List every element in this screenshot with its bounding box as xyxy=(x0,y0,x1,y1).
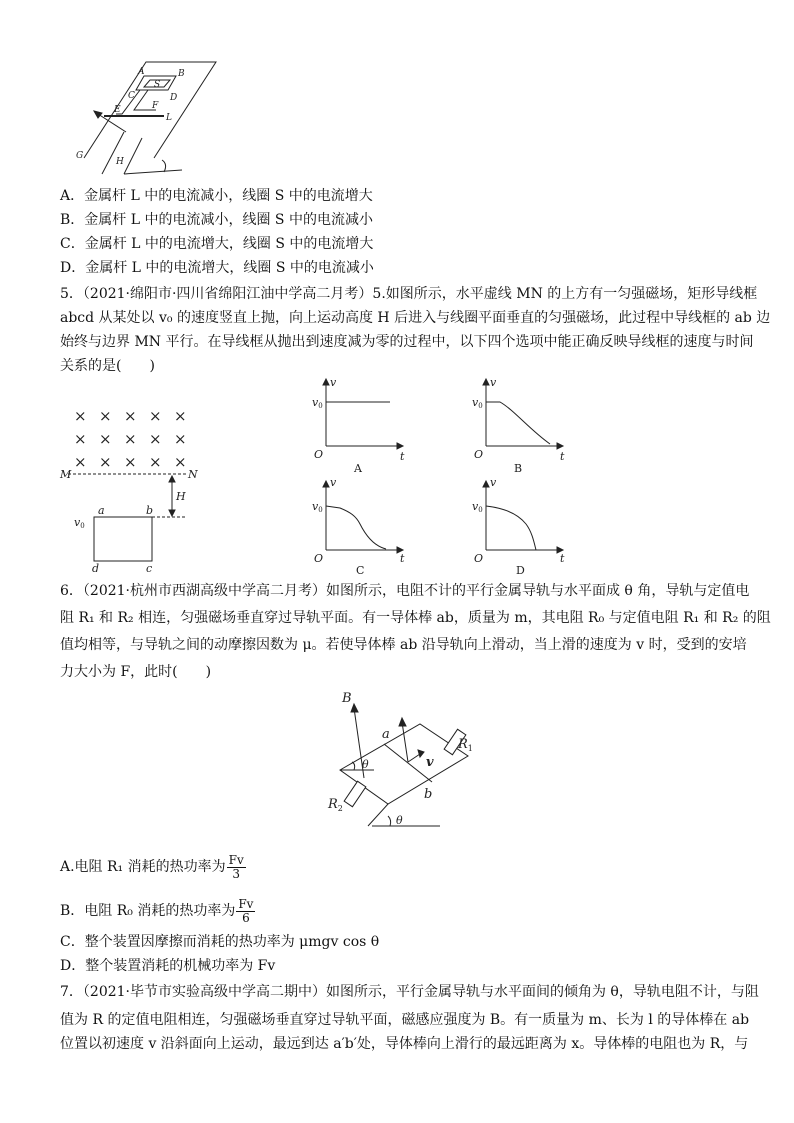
q5-stem-line-2: abcd 从某处以 v₀ 的速度竖直上抛，向上运动高度 H 后进入与线圈平面垂直的匀强磁场，此过程中导线框的 ab 边 xyxy=(60,310,771,326)
q5-graph-a-letter[interactable]: A xyxy=(354,462,362,475)
q7-line-3: 位置以初速度 v 沿斜面向上运动，最远到达 a′b′处，导体棒向上滑行的最远距离为 x。导体棒的电阻也为 R，与 xyxy=(60,1036,749,1052)
q4-option-d[interactable]: D．金属杆 L 中的电流增大，线圈 S 中的电流减小 xyxy=(60,260,374,276)
q5-height-arrow-top xyxy=(169,476,175,482)
q4-option-b[interactable]: B．金属杆 L 中的电流减小，线圈 S 中的电流减小 xyxy=(60,212,373,228)
q6-option-a-den: 3 xyxy=(232,866,240,881)
q5-label-b: b xyxy=(146,504,154,517)
q5-setup-figure xyxy=(56,402,206,575)
q4-rail-g xyxy=(102,132,124,174)
q5-graph-a-label-t: t xyxy=(400,450,405,463)
q5-stem-line-1: 5．（2021·绵阳市·四川省绵阳江油中学高二月考）5.如图所示，水平虚线 MN 的上方有一匀强磁场，矩形导线框 xyxy=(60,286,758,302)
q5-graph-b xyxy=(470,376,570,476)
q5-graph-b-v-arrow xyxy=(483,379,489,385)
q6-option-b-text: B．电阻 R₀ 消耗的热功率为 xyxy=(60,903,236,919)
q5-cross: × xyxy=(99,430,112,448)
q5-label-n: N xyxy=(188,468,198,481)
q6-angle-arc-bottom xyxy=(388,816,391,826)
q5-graph-d-label-v: v xyxy=(490,476,497,489)
q4-label-a: A xyxy=(138,67,145,77)
q5-graph-c-v0: v0 xyxy=(312,500,323,514)
q5-graph-c-origin: O xyxy=(314,552,324,565)
q4-ground-line xyxy=(124,170,182,174)
q4-arrow-head xyxy=(94,111,102,118)
q5-graph-c-letter[interactable]: C xyxy=(356,564,365,577)
q5-cross: × xyxy=(74,430,87,448)
q6-b-arrow-right xyxy=(402,722,408,762)
q5-label-a: a xyxy=(98,504,105,517)
q5-cross: × xyxy=(174,430,187,448)
q6-label-r1: $R_1$ xyxy=(458,737,473,753)
q5-height-arrow-bottom xyxy=(169,510,175,516)
q6-figure xyxy=(322,686,472,832)
q5-graph-d-v-arrow xyxy=(483,481,489,487)
q5-cross: × xyxy=(174,453,187,471)
q5-graph-b-origin: O xyxy=(474,448,484,461)
q5-label-m: M xyxy=(60,468,72,481)
q5-graph-d-letter[interactable]: D xyxy=(516,564,525,577)
q6-option-b-fraction xyxy=(236,898,255,925)
q5-cross: × xyxy=(74,453,87,471)
q5-wire-frame xyxy=(94,517,152,561)
q5-graph-d-curve xyxy=(486,506,536,550)
q5-graph-a-origin: O xyxy=(314,448,324,461)
q5-graph-c-label-t: t xyxy=(400,552,405,565)
q5-cross: × xyxy=(99,453,112,471)
q5-stem-line-4: 关系的是( ) xyxy=(60,358,155,374)
q4-label-d: D xyxy=(170,93,178,103)
q6-option-d[interactable]: D．整个装置消耗的机械功率为 Fv xyxy=(60,958,276,974)
q5-graph-d-label-t: t xyxy=(560,552,565,565)
q6-v-arrow xyxy=(408,754,420,762)
q6-rod-ab xyxy=(384,744,432,782)
q6-stem xyxy=(60,578,771,686)
q5-cross: × xyxy=(124,453,137,471)
q6-option-b-den: 6 xyxy=(242,910,250,925)
q6-resistor-r2 xyxy=(344,781,366,806)
q5-graph-c xyxy=(310,476,410,576)
q5-graph-a-t-arrow xyxy=(397,443,403,449)
q5-cross: × xyxy=(149,453,162,471)
q6-stem-line-4: 力大小为 F，此时( ) xyxy=(60,664,212,680)
q5-graph-d xyxy=(470,476,570,576)
q6-option-a-text: A.电阻 R₁ 消耗的热功率为 xyxy=(60,859,226,875)
q5-graph-a-v0: v0 xyxy=(312,396,323,410)
q6-option-b[interactable] xyxy=(60,896,255,926)
q5-graph-b-t-arrow xyxy=(557,443,563,449)
q4-option-a[interactable]: A．金属杆 L 中的电流减小，线圈 S 中的电流增大 xyxy=(60,188,373,204)
q6-stem-line-1: 6．（2021·杭州市西湖高级中学高二月考）如图所示，电阻不计的平行金属导轨与水平面成 θ 角，导轨与定值电 xyxy=(60,583,750,599)
q4-label-b: B xyxy=(178,69,185,79)
q5-stem-line-3: 始终与边界 MN 平行。在导线框从抛出到速度减为零的过程中，以下四个选项中能正确反映导线框的速度与时间 xyxy=(60,334,754,350)
q5-graph-b-label-v: v xyxy=(490,376,497,389)
q5-graph-d-v0: v0 xyxy=(472,500,483,514)
q4-label-c: C xyxy=(128,91,135,101)
q5-graph-c-curve xyxy=(326,506,386,549)
q6-label-a: a xyxy=(382,727,390,742)
q5-graph-c-v-arrow xyxy=(323,481,329,487)
q6-option-c[interactable]: C．整个装置因摩擦而消耗的热功率为 μmgv cos θ xyxy=(60,934,380,950)
q7-line-1: 7．（2021·毕节市实验高级中学高二期中）如图所示，平行金属导轨与水平面间的倾角为 θ，导轨电阻不计，与阻 xyxy=(60,984,759,1000)
q4-label-e: E xyxy=(114,105,121,115)
q5-graph-a-label-v: v xyxy=(330,376,337,389)
q6-option-a[interactable] xyxy=(60,852,246,882)
q5-label-d: d xyxy=(92,562,100,575)
q4-label-g: G xyxy=(76,151,84,161)
q6-v-arrow-head xyxy=(418,750,424,757)
q6-option-b-num: Fv xyxy=(238,896,254,911)
q6-label-theta-top: θ xyxy=(362,758,369,771)
q5-graph-c-label-v: v xyxy=(330,476,337,489)
q5-cross: × xyxy=(149,407,162,425)
q4-option-c[interactable]: C．金属杆 L 中的电流增大，线圈 S 中的电流增大 xyxy=(60,236,374,252)
q4-label-s: S xyxy=(154,80,161,90)
q6-label-b: b xyxy=(424,787,433,802)
q5-cross: × xyxy=(124,407,137,425)
q5-graph-b-letter[interactable]: B xyxy=(514,462,523,475)
q5-label-v0: v0 xyxy=(74,516,85,530)
q5-graph-b-curve xyxy=(486,402,550,444)
q4-label-h: H xyxy=(116,157,124,167)
q6-label-b-field: B xyxy=(342,691,352,706)
q6-label-v: v xyxy=(426,755,434,770)
q6-stem-line-2: 阻 R₁ 和 R₂ 相连，匀强磁场垂直穿过导轨平面。有一导体棒 ab，质量为 m，其电阻 R₀ 与定值电阻 R₁ 和 R₂ 的阻 xyxy=(60,610,771,626)
q6-lower-rail-ext xyxy=(368,804,388,826)
q5-field-crosses xyxy=(74,407,187,471)
q5-cross: × xyxy=(174,407,187,425)
q5-label-h: H xyxy=(176,490,186,503)
q6-b-arrow-left-head xyxy=(351,704,358,712)
q6-option-a-num: Fv xyxy=(228,852,244,867)
q6-b-arrow-right-head xyxy=(399,718,406,726)
q4-figure xyxy=(64,52,224,180)
q4-label-f: F xyxy=(152,101,159,111)
q5-graph-a xyxy=(310,376,410,476)
q4-rail-h xyxy=(124,138,142,174)
q5-cross: × xyxy=(149,430,162,448)
q5-graph-b-v0: v0 xyxy=(472,396,483,410)
q6-stem-line-3: 值均相等，与导轨之间的动摩擦因数为 μ。若使导体棒 ab 沿导轨向上滑动，当上滑的速度为 v 时，受到的安培 xyxy=(60,637,747,653)
q5-label-c: c xyxy=(146,562,153,575)
q5-cross: × xyxy=(124,430,137,448)
q4-angle-arc xyxy=(162,160,166,172)
q6-label-theta-bottom: θ xyxy=(396,814,403,827)
q4-label-l: L xyxy=(166,113,172,123)
q5-cross: × xyxy=(99,407,112,425)
q7-line-2: 值为 R 的定值电阻相连，匀强磁场垂直穿过导轨平面，磁感应强度为 B。有一质量为 m、长为 l 的导体棒在 ab xyxy=(60,1012,750,1028)
q5-graph-d-origin: O xyxy=(474,552,484,565)
q6-label-r2: $R_2$ xyxy=(328,797,343,813)
q5-graph-b-label-t: t xyxy=(560,450,565,463)
q5-graph-a-v-arrow xyxy=(323,379,329,385)
q5-cross: × xyxy=(74,407,87,425)
q6-option-a-fraction xyxy=(227,854,246,881)
